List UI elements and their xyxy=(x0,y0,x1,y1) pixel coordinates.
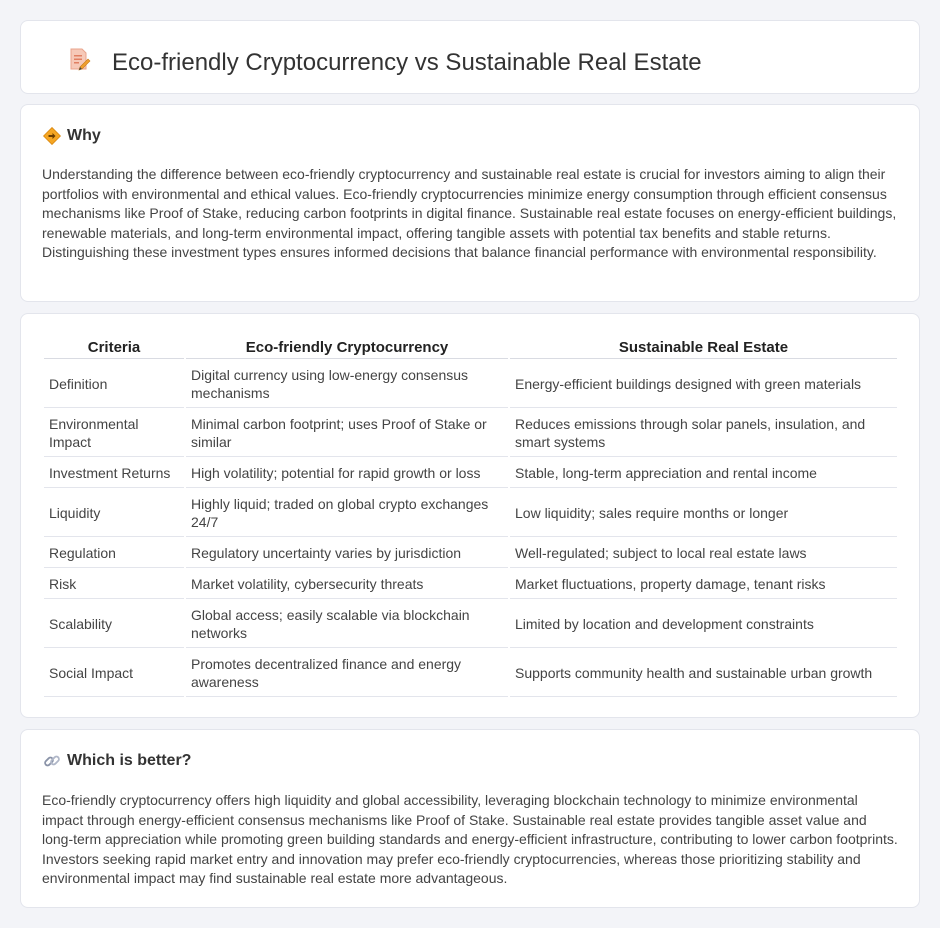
table-cell: Reduces emissions through solar panels, insulation, and smart systems xyxy=(510,410,897,457)
table-header-row xyxy=(44,337,897,359)
table-cell: Market fluctuations, property damage, tenant risks xyxy=(510,570,897,599)
why-text: Understanding the difference between eco-friendly cryptocurrency and sustainable real estate is crucial for investors aiming to align their portfolios with environmental and ethical values. Eco-friendly cryptocurrencies minimize energy consumption through efficient consensus mechanisms like Proof of Stake, reducing carbon footprints in digital finance. Sustainable real estate focuses on energy-efficient buildings, renewable materials, and long-term environmental impact, offering tangible assets with potential tax benefits and stable returns. Distinguishing these investment types ensures informed decisions that balance financial performance with environmental responsibility. xyxy=(42,166,897,260)
table-cell: Digital currency using low-energy consensus mechanisms xyxy=(186,361,508,408)
table-row xyxy=(44,570,897,599)
table-cell: Environmental Impact xyxy=(44,410,184,457)
table-cell: Risk xyxy=(44,570,184,599)
document-pencil-icon xyxy=(67,47,91,71)
column-header: Criteria xyxy=(44,337,184,359)
table-row xyxy=(44,539,897,568)
table-cell: Highly liquid; traded on global crypto exchanges 24/7 xyxy=(186,490,508,537)
why-heading: Why xyxy=(67,127,101,144)
table-cell: Scalability xyxy=(44,601,184,648)
table-row xyxy=(44,490,897,537)
table-cell: Stable, long-term appreciation and rental income xyxy=(510,459,897,488)
why-section xyxy=(20,104,920,302)
table-cell: Promotes decentralized finance and energy awareness xyxy=(186,650,508,697)
better-text: Eco-friendly cryptocurrency offers high liquidity and global accessibility, leveraging blockchain technology to minimize environmental impact through energy-efficient consensus mechanisms like Proof of Stake. Sustainable real estate provides tangible asset value and long-term appreciation while promoting green building standards and energy-efficient infrastructure, contributing to lower carbon footprints. Investors seeking rapid market entry and innovation may prefer eco-friendly cryptocurrencies, whereas those prioritizing stability and environmental impact may find sustainable real estate more advantageous. xyxy=(42,792,898,886)
table-cell: Low liquidity; sales require months or longer xyxy=(510,490,897,537)
which-is-better-section xyxy=(20,729,920,908)
table-cell: Minimal carbon footprint; uses Proof of Stake or similar xyxy=(186,410,508,457)
table-cell: Regulation xyxy=(44,539,184,568)
table-cell: High volatility; potential for rapid growth or loss xyxy=(186,459,508,488)
link-icon xyxy=(43,752,61,770)
title-card xyxy=(20,20,920,94)
table-cell: Investment Returns xyxy=(44,459,184,488)
table-row xyxy=(44,459,897,488)
table-row xyxy=(44,601,897,648)
table-row xyxy=(44,650,897,697)
table-cell: Well-regulated; subject to local real estate laws xyxy=(510,539,897,568)
table-cell: Liquidity xyxy=(44,490,184,537)
page-title: Eco-friendly Cryptocurrency vs Sustainable Real Estate xyxy=(112,49,702,76)
table-cell: Energy-efficient buildings designed with green materials xyxy=(510,361,897,408)
table-cell: Market volatility, cybersecurity threats xyxy=(186,570,508,599)
table-cell: Social Impact xyxy=(44,650,184,697)
table-cell: Limited by location and development constraints xyxy=(510,601,897,648)
better-heading: Which is better? xyxy=(67,752,192,769)
comparison-table-card xyxy=(20,313,920,718)
column-header: Sustainable Real Estate xyxy=(510,337,897,359)
table-cell: Supports community health and sustainable urban growth xyxy=(510,650,897,697)
table-row xyxy=(44,361,897,408)
table-cell: Definition xyxy=(44,361,184,408)
table-cell: Global access; easily scalable via blockchain networks xyxy=(186,601,508,648)
table-row xyxy=(44,410,897,457)
why-heading-row xyxy=(43,125,101,147)
table-cell: Regulatory uncertainty varies by jurisdiction xyxy=(186,539,508,568)
road-sign-icon xyxy=(43,127,61,145)
comparison-table xyxy=(42,335,899,699)
better-heading-row xyxy=(43,750,191,772)
column-header: Eco-friendly Cryptocurrency xyxy=(186,337,508,359)
